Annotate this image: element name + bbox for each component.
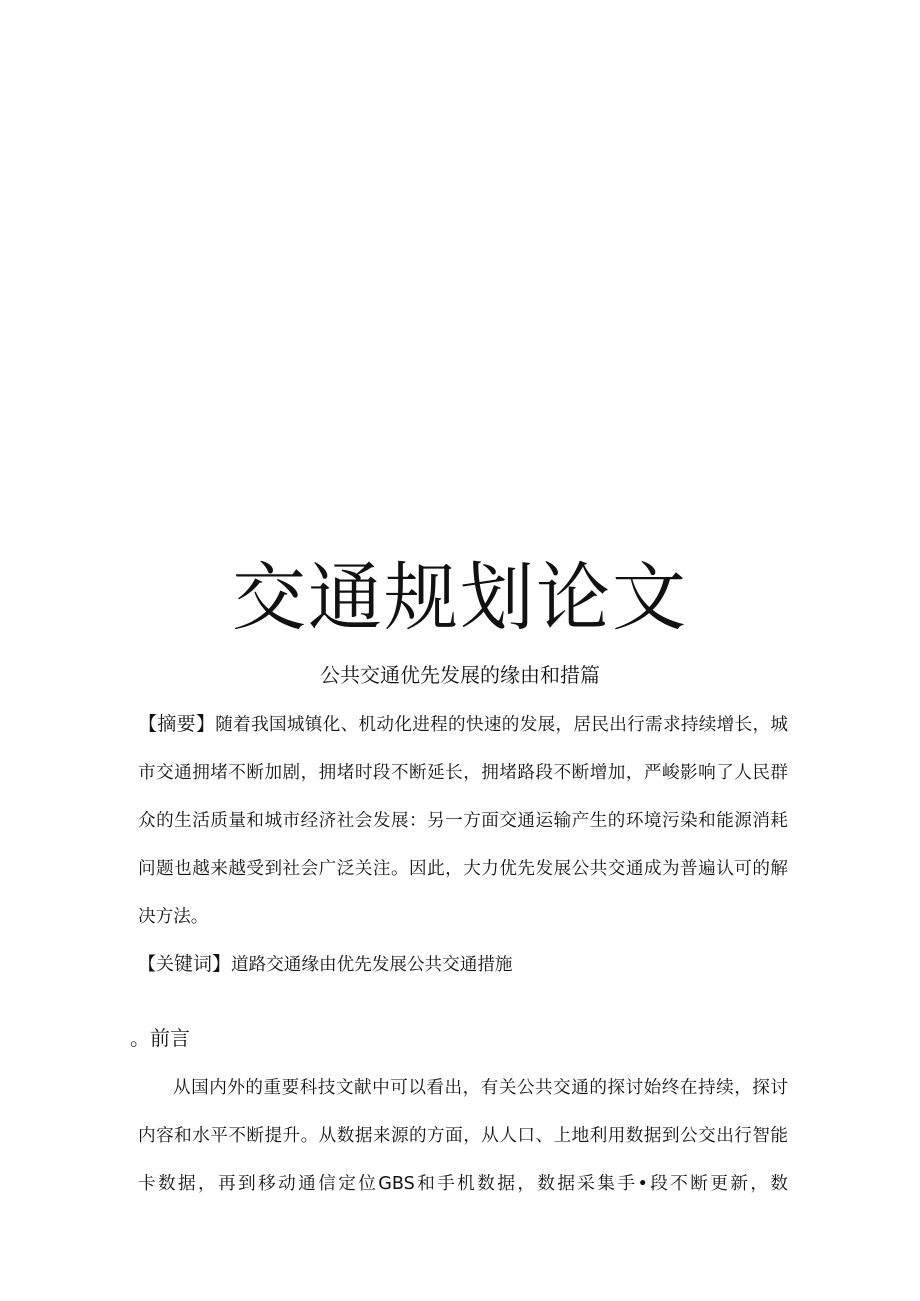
preface-abbr: GBS bbox=[378, 1174, 415, 1194]
preface-text-part1: 从国内外的重要科技文献中可以看出，有关公共交通的探讨始终在持续，探讨内容和水平不断提升。从数据来源的方面，从人口、上地利用数据到公交出行智能卡数据，再到移动通信定位 bbox=[138, 1078, 788, 1194]
keywords-label-rest: 键词】 bbox=[174, 953, 232, 975]
abstract-paragraph bbox=[138, 700, 788, 941]
keywords-label-open: 【关 bbox=[138, 954, 174, 975]
abstract-label: 【摘要】 bbox=[138, 713, 216, 735]
document-subtitle: 公共交通优先发展的缘由和措篇 bbox=[320, 663, 600, 687]
keywords-text: 道路交通缘由优先发展公共交通措施 bbox=[231, 955, 513, 975]
preface-text-part2: 和手机数据，数据采集手•段不断更新，数 bbox=[414, 1174, 788, 1194]
preface-paragraph bbox=[138, 1064, 788, 1208]
document-title: 交通规划论文 bbox=[232, 555, 688, 641]
section-heading-preface: 。前言 bbox=[130, 1026, 190, 1050]
keywords-line bbox=[138, 940, 788, 989]
abstract-text: 随着我国城镇化、机动化进程的快速的发展，居民出行需求持续增长，城市交通拥堵不断加剧，拥堵时段不断延长，拥堵路段不断增加，严峻影响了人民群众的生活质量和城市经济社会发展：另一方面交通运输产生的环境污染和能源消耗问题也越来越受到社会广泛关注。因此，大力优先发展公共交通成为普遍认可的解决方法。 bbox=[138, 715, 788, 927]
